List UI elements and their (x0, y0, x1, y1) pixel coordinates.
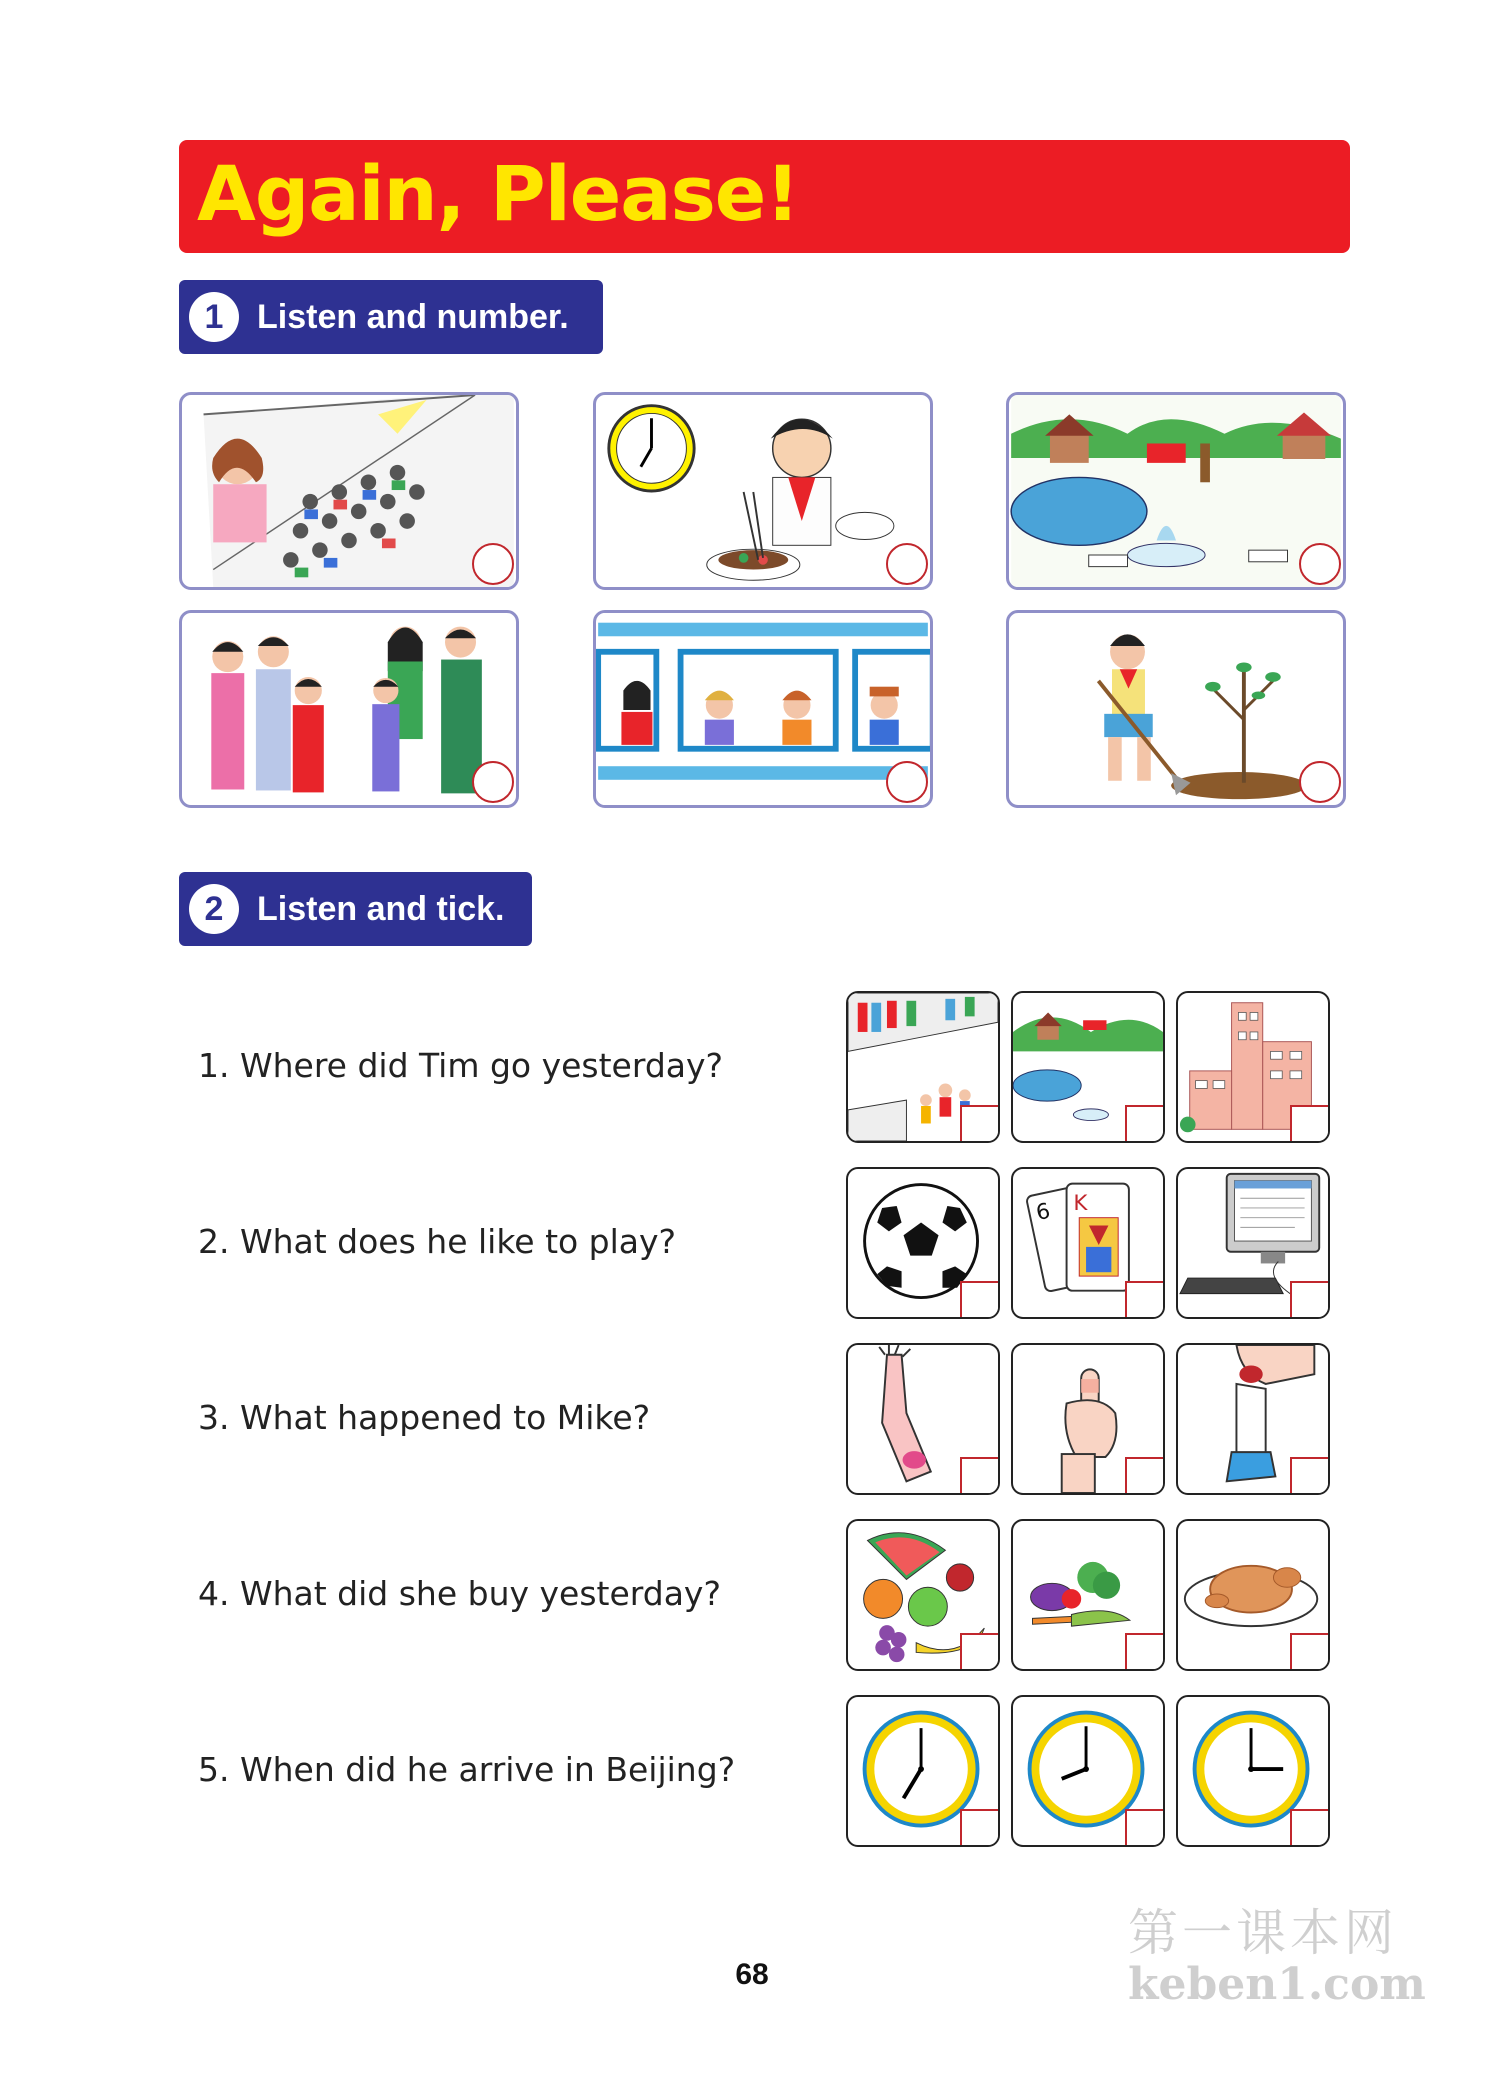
option-hurt-knee (1176, 1343, 1330, 1495)
question-4: 4. What did she buy yesterday? (198, 1574, 721, 1613)
option-computer (1176, 1167, 1330, 1319)
tick-box[interactable] (1125, 1633, 1165, 1671)
tick-box[interactable] (960, 1809, 1000, 1847)
svg-text:6: 6 (1033, 1198, 1053, 1227)
tick-box[interactable] (1125, 1457, 1165, 1495)
svg-text:K: K (1073, 1190, 1088, 1216)
section-2-header (179, 872, 532, 946)
option-vegetables (1011, 1519, 1165, 1671)
answer-circle[interactable] (886, 543, 928, 585)
option-fruit (846, 1519, 1000, 1671)
page-title: Again, Please! (197, 149, 800, 238)
tick-box[interactable] (1290, 1105, 1330, 1143)
tick-box[interactable] (1125, 1281, 1165, 1319)
picture-family-group (179, 610, 519, 808)
picture-boy-planting-tree (1006, 610, 1346, 808)
answer-circle[interactable] (472, 543, 514, 585)
option-roast-chicken (1176, 1519, 1330, 1671)
answer-circle[interactable] (1299, 761, 1341, 803)
picture-park (1006, 392, 1346, 590)
picture-train-windows (593, 610, 933, 808)
tick-box[interactable] (1125, 1809, 1165, 1847)
section-1-label: Listen and number. (257, 298, 569, 336)
option-shopping-street (846, 991, 1000, 1143)
section-1-number: 1 (189, 292, 239, 342)
answer-circle[interactable] (1299, 543, 1341, 585)
question-1: 1. Where did Tim go yesterday? (198, 1046, 724, 1085)
tick-box[interactable] (960, 1457, 1000, 1495)
option-school-building (1176, 991, 1330, 1143)
question-5: 5. When did he arrive in Beijing? (198, 1750, 736, 1789)
question-2: 2. What does he like to play? (198, 1222, 677, 1261)
tick-box[interactable] (1290, 1281, 1330, 1319)
option-hurt-finger (1011, 1343, 1165, 1495)
tick-box[interactable] (960, 1105, 1000, 1143)
section-2-number: 2 (189, 884, 239, 934)
title-banner (179, 140, 1350, 253)
answer-circle[interactable] (886, 761, 928, 803)
question-3: 3. What happened to Mike? (198, 1398, 651, 1437)
option-clock-b (1011, 1695, 1165, 1847)
tick-box[interactable] (960, 1633, 1000, 1671)
option-park (1011, 991, 1165, 1143)
option-playing-cards (1011, 1167, 1165, 1319)
option-clock-c (1176, 1695, 1330, 1847)
tick-box[interactable] (1290, 1457, 1330, 1495)
option-clock-a (846, 1695, 1000, 1847)
section-1-header (179, 280, 603, 354)
picture-theater-audience (179, 392, 519, 590)
watermark-en: keben1.com (1128, 1959, 1426, 2010)
watermark-cn: 第一课本网 (1128, 1904, 1398, 1962)
tick-box[interactable] (960, 1281, 1000, 1319)
tick-box[interactable] (1290, 1633, 1330, 1671)
section-2-label: Listen and tick. (257, 890, 505, 928)
option-hurt-arm (846, 1343, 1000, 1495)
tick-box[interactable] (1290, 1809, 1330, 1847)
answer-circle[interactable] (472, 761, 514, 803)
page-number: 68 (735, 1958, 769, 1991)
tick-box[interactable] (1125, 1105, 1165, 1143)
picture-boy-eating-clock (593, 392, 933, 590)
option-football (846, 1167, 1000, 1319)
watermark (1128, 1905, 1426, 2009)
